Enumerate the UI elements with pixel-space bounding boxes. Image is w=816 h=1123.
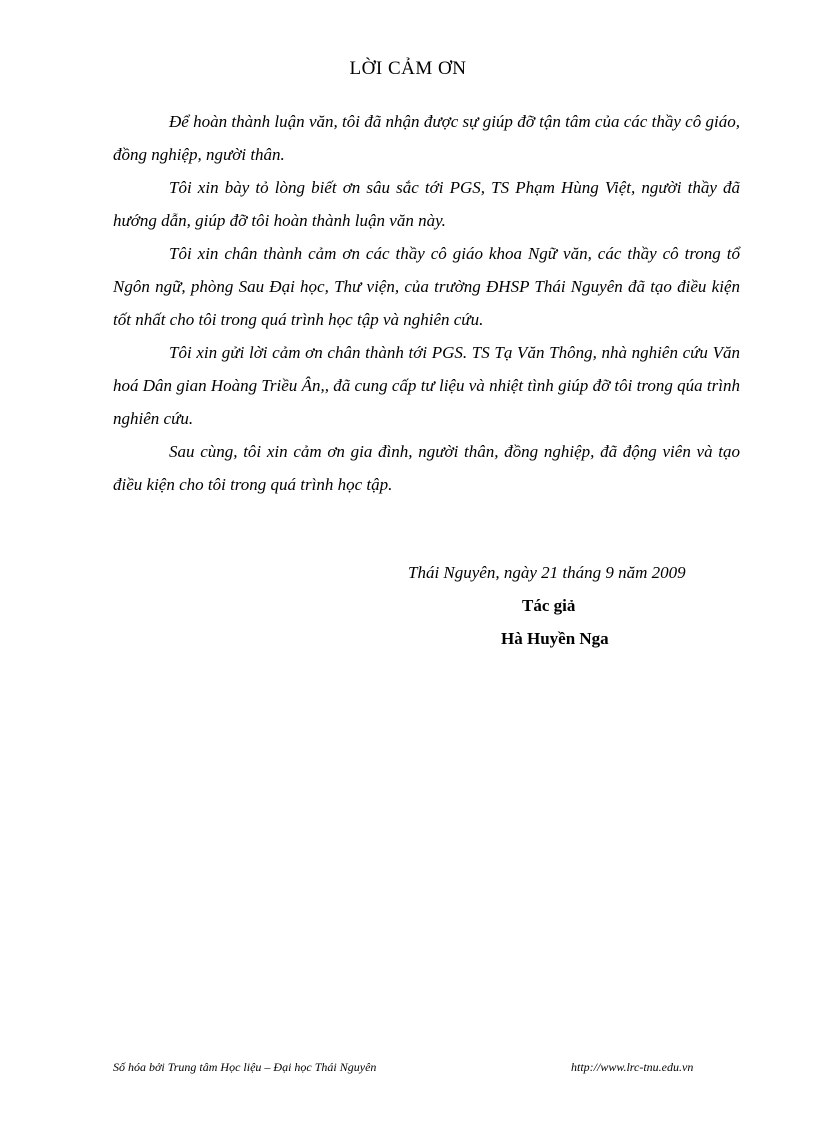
footer-url: http://www.lrc-tnu.edu.vn bbox=[571, 1060, 694, 1074]
signature-role: Tác giả bbox=[522, 596, 576, 615]
signature-place-date: Thái Nguyên, ngày 21 tháng 9 năm 2009 bbox=[408, 563, 686, 582]
paragraph-5: Sau cùng, tôi xin cảm ơn gia đình, người thân, đồng nghiệp, đã động viên và tạo điều kiện cho tôi trong quá trình học tập. bbox=[113, 442, 740, 494]
footer-source: Số hóa bởi Trung tâm Học liệu – Đại học Thái Nguyên bbox=[113, 1060, 377, 1074]
page-title: LỜI CẢM ƠN bbox=[349, 58, 467, 79]
paragraph-2: Tôi xin bày tỏ lòng biết ơn sâu sắc tới PGS, TS Phạm Hùng Việt, người thầy đã hướng dẫn, giúp đỡ tôi hoàn thành luận văn này. bbox=[113, 178, 740, 230]
paragraph-1: Để hoàn thành luận văn, tôi đã nhận được sự giúp đỡ tận tâm của các thầy cô giáo, đồng nghiệp, người thân. bbox=[113, 112, 740, 164]
paragraph-4: Tôi xin gửi lời cảm ơn chân thành tới PGS. TS Tạ Văn Thông, nhà nghiên cứu Văn hoá Dân gian Hoàng Triều Ân,, đã cung cấp tư liệu và nhiệt tình giúp đỡ tôi trong qúa trình nghiên cứu. bbox=[113, 343, 740, 428]
body-text bbox=[113, 105, 740, 501]
paragraph-3: Tôi xin chân thành cảm ơn các thầy cô giáo khoa Ngữ văn, các thầy cô trong tổ Ngôn ngữ, phòng Sau Đại học, Thư viện, của trường ĐHSP Thái Nguyên đã tạo điều kiện tốt nhất cho tôi trong quá trình học tập và nghiên cứu. bbox=[113, 244, 740, 329]
signature-name: Hà Huyền Nga bbox=[501, 629, 609, 648]
